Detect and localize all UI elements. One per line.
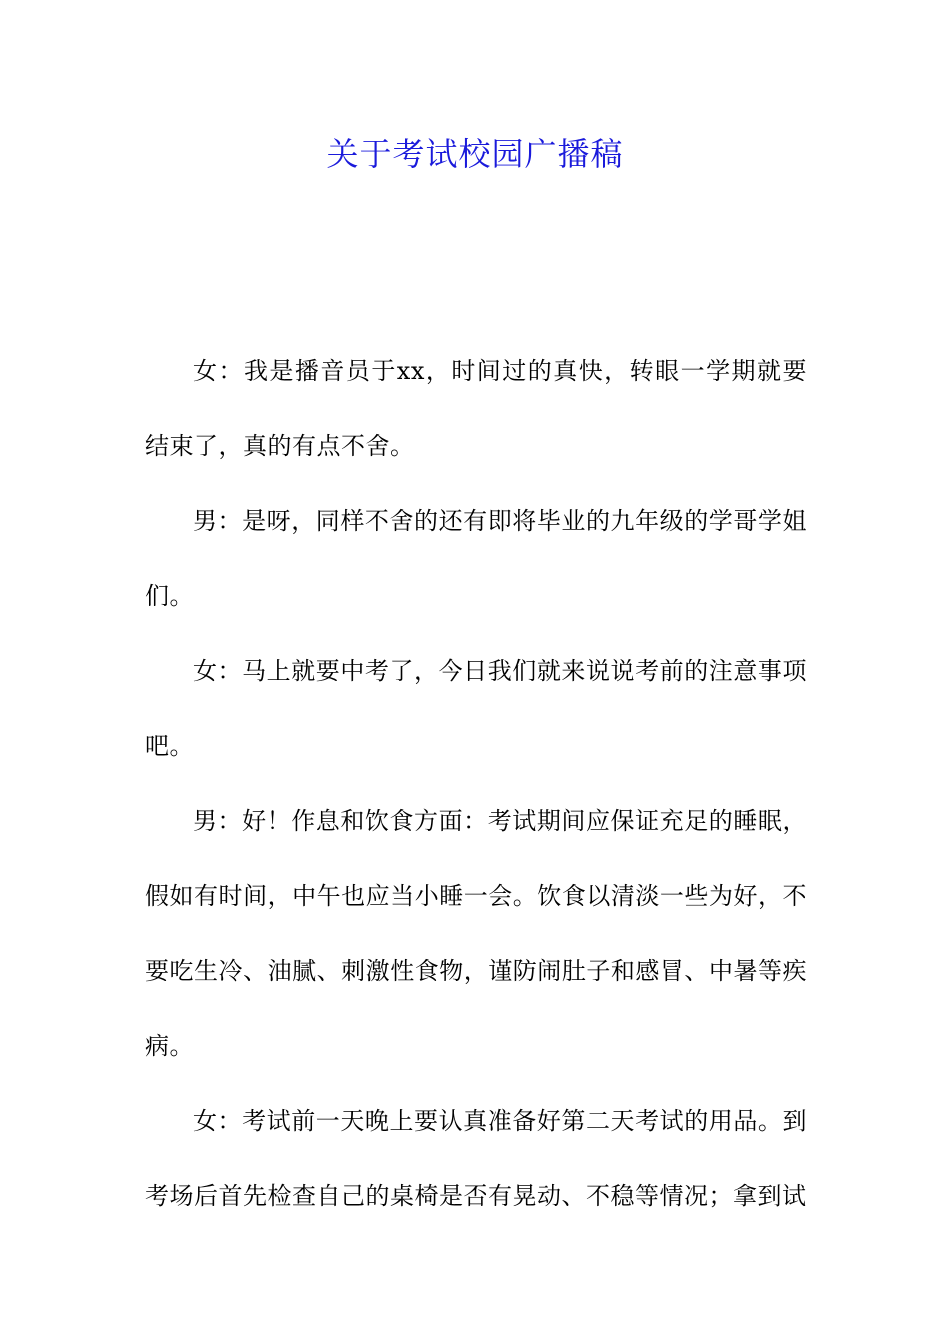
paragraph-1: 女：我是播音员于xx，时间过的真快，转眼一学期就要结束了，真的有点不舍。	[145, 357, 807, 460]
paragraph-4: 男：好！作息和饮食方面：考试期间应保证充足的睡眠，假如有时间，中午也应当小睡一会。饮食以清淡一些为好，不要吃生冷、油腻、刺激性食物，谨防闹肚子和感冒、中暑等疾病。	[145, 807, 807, 1060]
document-body	[145, 334, 807, 1234]
paragraph-5: 女：考试前一天晚上要认真准备好第二天考试的用品。到考场后首先检查自己的桌椅是否有晃动、不稳等情况；拿到试	[145, 1107, 807, 1210]
document-title: 关于考试校园广播稿	[326, 135, 624, 173]
paragraph-3: 女：马上就要中考了，今日我们就来说说考前的注意事项吧。	[145, 657, 807, 760]
paragraph-2: 男：是呀，同样不舍的还有即将毕业的九年级的学哥学姐们。	[145, 507, 807, 610]
